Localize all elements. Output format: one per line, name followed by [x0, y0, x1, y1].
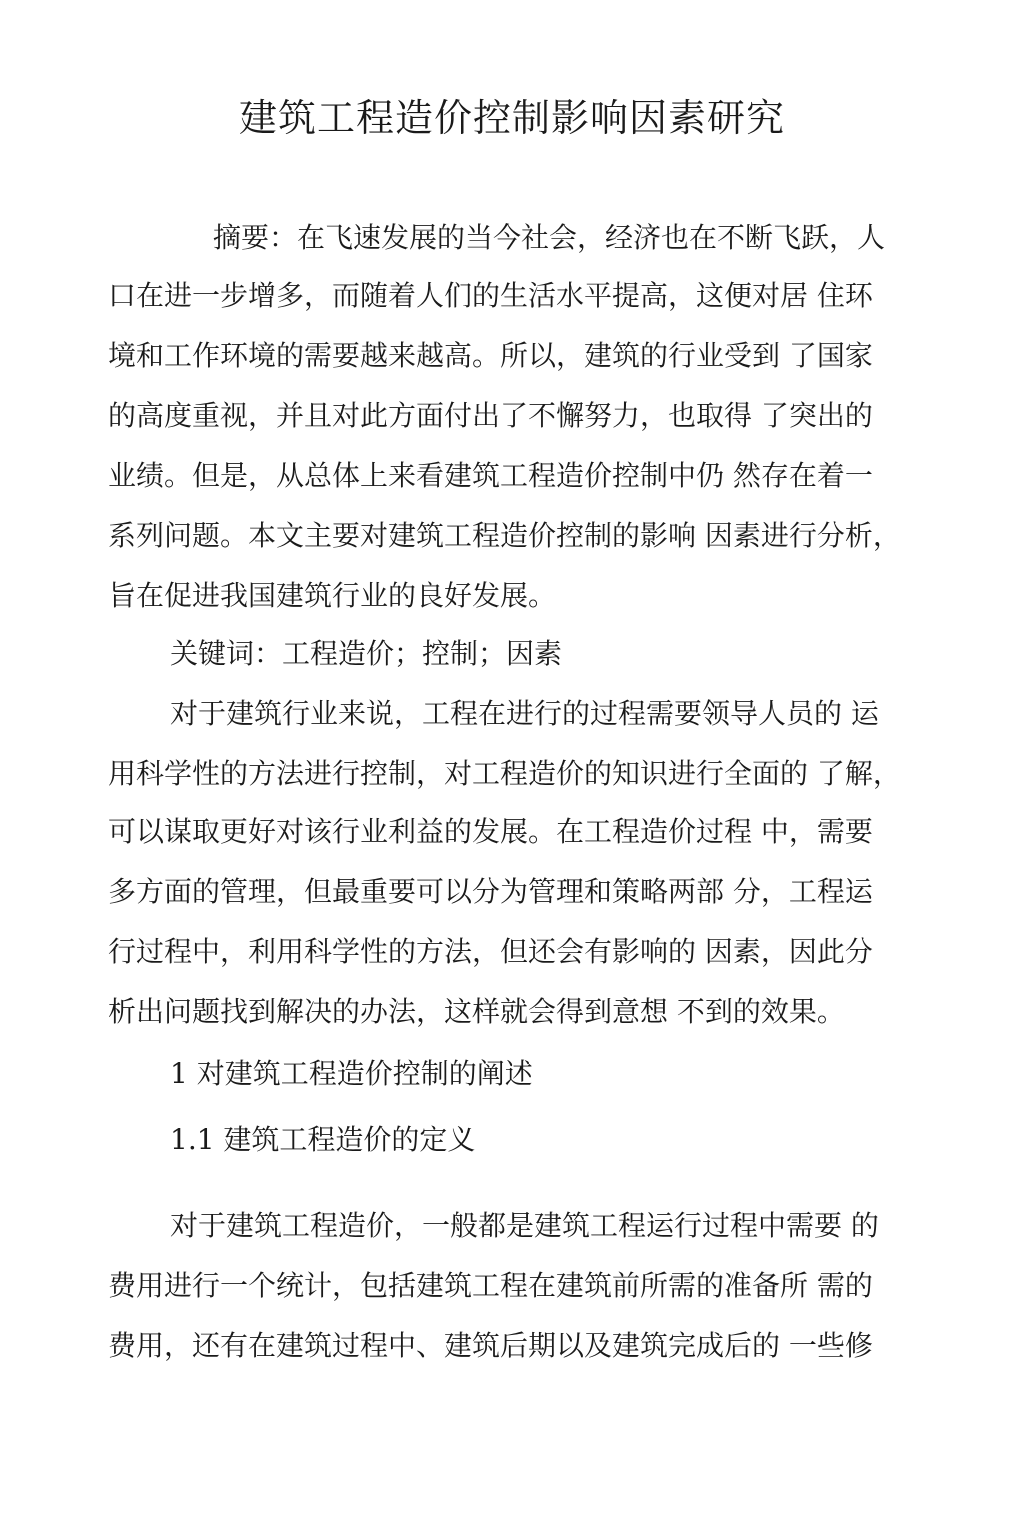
abstract-line: 业绩。但是，从总体上来看建筑工程造价控制中仍 然存在着一	[108, 459, 873, 492]
section-heading: 1 对建筑工程造价控制的阐述	[170, 1057, 533, 1090]
abstract-line: 系列问题。本文主要对建筑工程造价控制的影响 因素进行分析，	[108, 519, 901, 552]
subsection-heading: 1.1 建筑工程造价的定义	[170, 1123, 476, 1156]
abstract-line: 旨在促进我国建筑行业的良好发展。	[108, 579, 557, 612]
abstract-line: 的高度重视，并且对此方面付出了不懈努力，也取得 了突出的	[108, 399, 873, 432]
intro-line: 行过程中，利用科学性的方法，但还会有影响的 因素，因此分	[108, 935, 873, 968]
abstract-line: 口在进一步增多，而随着人们的生活水平提高，这便对居 住环	[108, 279, 873, 312]
section-body-line: 对于建筑工程造价，一般都是建筑工程运行过程中需要 的	[170, 1209, 879, 1242]
document-title: 建筑工程造价控制影响因素研究	[238, 96, 785, 140]
intro-line: 用科学性的方法进行控制，对工程造价的知识进行全面的 了解，	[108, 757, 901, 790]
section-body-line: 费用进行一个统计，包括建筑工程在建筑前所需的准备所 需的	[108, 1269, 873, 1302]
intro-line: 多方面的管理，但最重要可以分为管理和策略两部 分，工程运	[108, 875, 873, 908]
abstract-line: 境和工作环境的需要越来越高。所以，建筑的行业受到 了国家	[108, 339, 873, 372]
section-body-line: 费用，还有在建筑过程中、建筑后期以及建筑完成后的 一些修	[108, 1329, 873, 1362]
intro-line: 可以谋取更好对该行业利益的发展。在工程造价过程 中，需要	[108, 815, 873, 848]
abstract-line: 摘要：在飞速发展的当今社会，经济也在不断飞跃，人	[213, 221, 886, 254]
intro-line: 析出问题找到解决的办法，这样就会得到意想 不到的效果。	[108, 995, 845, 1028]
keywords-line: 关键词：工程造价；控制；因素	[170, 637, 563, 670]
intro-line: 对于建筑行业来说，工程在进行的过程需要领导人员的 运	[170, 697, 879, 730]
